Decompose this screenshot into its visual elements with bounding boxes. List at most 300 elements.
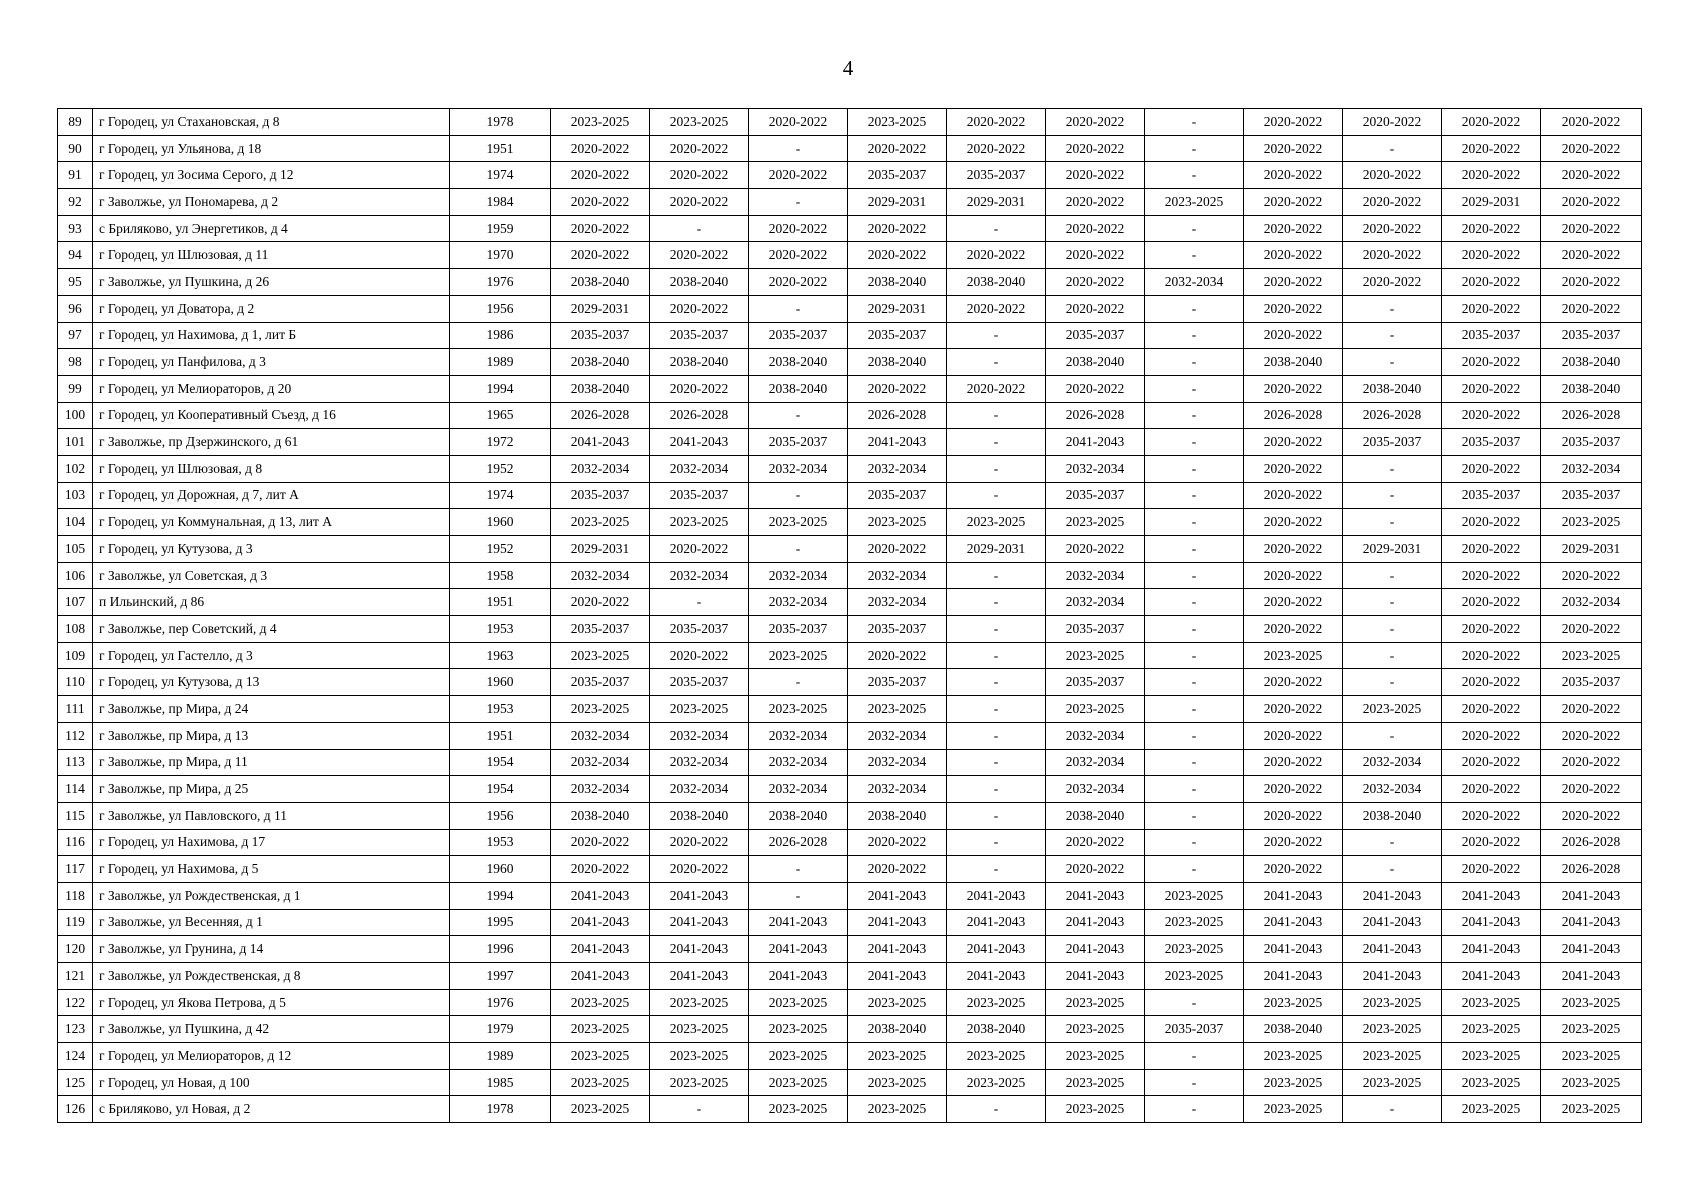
- term-cell: 2023-2025: [551, 696, 650, 723]
- term-cell: 2038-2040: [1244, 1016, 1343, 1043]
- term-cell: 2032-2034: [1046, 455, 1145, 482]
- table-row: [58, 536, 1642, 563]
- term-cell: -: [1145, 215, 1244, 242]
- term-cell: 2023-2025: [650, 1069, 749, 1096]
- term-cell: 2023-2025: [650, 1016, 749, 1043]
- term-cell: -: [947, 589, 1046, 616]
- table-row: [58, 696, 1642, 723]
- term-cell: -: [1343, 669, 1442, 696]
- row-number-cell: 98: [58, 349, 93, 376]
- term-cell: 2041-2043: [1442, 882, 1541, 909]
- term-cell: 2020-2022: [1046, 162, 1145, 189]
- term-cell: 2020-2022: [1046, 829, 1145, 856]
- term-cell: 2020-2022: [650, 135, 749, 162]
- term-cell: 2020-2022: [1541, 295, 1642, 322]
- term-cell: 2041-2043: [1541, 882, 1642, 909]
- term-cell: 2041-2043: [848, 936, 947, 963]
- term-cell: 2023-2025: [551, 1096, 650, 1123]
- term-cell: -: [749, 135, 848, 162]
- term-cell: 2029-2031: [551, 295, 650, 322]
- term-cell: 2020-2022: [1343, 189, 1442, 216]
- term-cell: -: [1343, 856, 1442, 883]
- term-cell: -: [1145, 562, 1244, 589]
- term-cell: 2041-2043: [749, 963, 848, 990]
- term-cell: 2023-2025: [749, 1043, 848, 1070]
- term-cell: 2023-2025: [551, 509, 650, 536]
- term-cell: 2023-2025: [1442, 1069, 1541, 1096]
- address-cell: г Городец, ул Кутузова, д 3: [93, 536, 450, 563]
- year-built-cell: 1960: [450, 669, 551, 696]
- term-cell: -: [947, 642, 1046, 669]
- row-number-cell: 123: [58, 1016, 93, 1043]
- term-cell: -: [1145, 829, 1244, 856]
- term-cell: 2020-2022: [650, 189, 749, 216]
- term-cell: -: [1145, 696, 1244, 723]
- term-cell: 2035-2037: [848, 162, 947, 189]
- term-cell: 2026-2028: [650, 402, 749, 429]
- term-cell: 2020-2022: [1343, 215, 1442, 242]
- year-built-cell: 1976: [450, 269, 551, 296]
- year-built-cell: 1989: [450, 349, 551, 376]
- term-cell: -: [1145, 536, 1244, 563]
- term-cell: 2020-2022: [848, 536, 947, 563]
- term-cell: 2020-2022: [1541, 776, 1642, 803]
- term-cell: 2023-2025: [749, 1016, 848, 1043]
- term-cell: 2020-2022: [1343, 109, 1442, 136]
- term-cell: 2026-2028: [1541, 856, 1642, 883]
- row-number-cell: 99: [58, 375, 93, 402]
- term-cell: 2035-2037: [848, 669, 947, 696]
- term-cell: 2023-2025: [848, 696, 947, 723]
- year-built-cell: 1978: [450, 1096, 551, 1123]
- term-cell: 2020-2022: [1244, 829, 1343, 856]
- term-cell: 2035-2037: [1046, 322, 1145, 349]
- table-row: [58, 402, 1642, 429]
- term-cell: -: [947, 802, 1046, 829]
- table-row: [58, 349, 1642, 376]
- term-cell: 2023-2025: [1244, 1096, 1343, 1123]
- term-cell: 2041-2043: [1046, 429, 1145, 456]
- term-cell: 2032-2034: [848, 455, 947, 482]
- term-cell: 2020-2022: [1541, 722, 1642, 749]
- term-cell: 2041-2043: [848, 963, 947, 990]
- term-cell: 2020-2022: [1244, 269, 1343, 296]
- term-cell: 2029-2031: [1343, 536, 1442, 563]
- table-row: [58, 269, 1642, 296]
- term-cell: -: [947, 696, 1046, 723]
- term-cell: -: [749, 536, 848, 563]
- term-cell: -: [1145, 989, 1244, 1016]
- year-built-cell: 1965: [450, 402, 551, 429]
- table-row: [58, 1043, 1642, 1070]
- year-built-cell: 1953: [450, 616, 551, 643]
- term-cell: 2023-2025: [1541, 1096, 1642, 1123]
- table-row: [58, 562, 1642, 589]
- term-cell: 2041-2043: [551, 963, 650, 990]
- term-cell: 2032-2034: [848, 562, 947, 589]
- term-cell: 2023-2025: [1244, 1069, 1343, 1096]
- term-cell: 2020-2022: [1046, 189, 1145, 216]
- term-cell: 2020-2022: [1442, 802, 1541, 829]
- table-row: [58, 936, 1642, 963]
- address-cell: с Бриляково, ул Новая, д 2: [93, 1096, 450, 1123]
- term-cell: 2020-2022: [1442, 722, 1541, 749]
- term-cell: 2041-2043: [749, 936, 848, 963]
- term-cell: 2023-2025: [650, 509, 749, 536]
- year-built-cell: 1956: [450, 295, 551, 322]
- row-number-cell: 117: [58, 856, 93, 883]
- term-cell: 2035-2037: [1343, 429, 1442, 456]
- term-cell: 2020-2022: [1046, 215, 1145, 242]
- term-cell: 2020-2022: [1244, 856, 1343, 883]
- term-cell: 2020-2022: [1244, 722, 1343, 749]
- row-number-cell: 102: [58, 455, 93, 482]
- term-cell: 2020-2022: [650, 856, 749, 883]
- term-cell: 2020-2022: [848, 242, 947, 269]
- year-built-cell: 1994: [450, 375, 551, 402]
- term-cell: 2023-2025: [1541, 642, 1642, 669]
- term-cell: 2020-2022: [749, 269, 848, 296]
- year-built-cell: 1997: [450, 963, 551, 990]
- address-cell: г Заволжье, ул Советская, д 3: [93, 562, 450, 589]
- term-cell: 2035-2037: [1442, 429, 1541, 456]
- term-cell: 2041-2043: [650, 429, 749, 456]
- term-cell: 2020-2022: [1244, 802, 1343, 829]
- year-built-cell: 1970: [450, 242, 551, 269]
- term-cell: 2020-2022: [1442, 509, 1541, 536]
- term-cell: 2020-2022: [749, 109, 848, 136]
- address-cell: г Заволжье, ул Рождественская, д 1: [93, 882, 450, 909]
- term-cell: 2023-2025: [1145, 189, 1244, 216]
- term-cell: 2041-2043: [551, 909, 650, 936]
- term-cell: 2020-2022: [1541, 189, 1642, 216]
- table-row: [58, 482, 1642, 509]
- term-cell: -: [1145, 295, 1244, 322]
- term-cell: 2032-2034: [551, 455, 650, 482]
- address-cell: г Заволжье, пр Мира, д 13: [93, 722, 450, 749]
- term-cell: 2023-2025: [947, 1043, 1046, 1070]
- term-cell: 2023-2025: [1244, 1043, 1343, 1070]
- term-cell: 2020-2022: [551, 589, 650, 616]
- term-cell: 2038-2040: [551, 269, 650, 296]
- address-cell: г Городец, ул Кооперативный Съезд, д 16: [93, 402, 450, 429]
- row-number-cell: 103: [58, 482, 93, 509]
- term-cell: 2041-2043: [947, 936, 1046, 963]
- term-cell: -: [947, 1096, 1046, 1123]
- term-cell: 2041-2043: [1046, 936, 1145, 963]
- address-cell: г Заволжье, пр Мира, д 11: [93, 749, 450, 776]
- term-cell: 2023-2025: [947, 1069, 1046, 1096]
- year-built-cell: 1995: [450, 909, 551, 936]
- term-cell: 2020-2022: [1442, 829, 1541, 856]
- table-row: [58, 295, 1642, 322]
- term-cell: 2020-2022: [1244, 616, 1343, 643]
- address-cell: г Городец, ул Шлюзовая, д 11: [93, 242, 450, 269]
- address-cell: г Заволжье, ул Рождественская, д 8: [93, 963, 450, 990]
- table-row: [58, 642, 1642, 669]
- term-cell: -: [749, 402, 848, 429]
- table-row: [58, 989, 1642, 1016]
- term-cell: 2020-2022: [1244, 295, 1343, 322]
- address-cell: г Городец, ул Дорожная, д 7, лит А: [93, 482, 450, 509]
- term-cell: 2041-2043: [1046, 909, 1145, 936]
- term-cell: 2035-2037: [1442, 482, 1541, 509]
- term-cell: -: [650, 1096, 749, 1123]
- term-cell: -: [1145, 856, 1244, 883]
- term-cell: 2029-2031: [947, 189, 1046, 216]
- term-cell: 2035-2037: [1046, 482, 1145, 509]
- table-row: [58, 135, 1642, 162]
- year-built-cell: 1979: [450, 1016, 551, 1043]
- term-cell: -: [947, 856, 1046, 883]
- term-cell: -: [1343, 482, 1442, 509]
- term-cell: 2020-2022: [947, 135, 1046, 162]
- term-cell: -: [947, 482, 1046, 509]
- row-number-cell: 100: [58, 402, 93, 429]
- term-cell: 2035-2037: [551, 616, 650, 643]
- term-cell: -: [1145, 776, 1244, 803]
- term-cell: 2020-2022: [1541, 802, 1642, 829]
- term-cell: 2038-2040: [749, 349, 848, 376]
- term-cell: -: [947, 829, 1046, 856]
- term-cell: 2023-2025: [947, 989, 1046, 1016]
- term-cell: -: [1145, 402, 1244, 429]
- term-cell: 2020-2022: [1442, 856, 1541, 883]
- term-cell: 2023-2025: [1343, 1016, 1442, 1043]
- term-cell: 2041-2043: [1343, 909, 1442, 936]
- table-row: [58, 429, 1642, 456]
- term-cell: -: [947, 455, 1046, 482]
- term-cell: 2023-2025: [1442, 1016, 1541, 1043]
- address-cell: г Городец, ул Кутузова, д 13: [93, 669, 450, 696]
- term-cell: 2020-2022: [1442, 349, 1541, 376]
- row-number-cell: 97: [58, 322, 93, 349]
- term-cell: 2023-2025: [551, 1069, 650, 1096]
- term-cell: 2020-2022: [1343, 242, 1442, 269]
- term-cell: -: [650, 215, 749, 242]
- term-cell: 2023-2025: [1145, 936, 1244, 963]
- year-built-cell: 1958: [450, 562, 551, 589]
- row-number-cell: 107: [58, 589, 93, 616]
- row-number-cell: 93: [58, 215, 93, 242]
- address-cell: г Заволжье, пр Мира, д 25: [93, 776, 450, 803]
- year-built-cell: 1960: [450, 509, 551, 536]
- term-cell: 2023-2025: [551, 1016, 650, 1043]
- row-number-cell: 111: [58, 696, 93, 723]
- term-cell: -: [1145, 482, 1244, 509]
- term-cell: 2026-2028: [1541, 402, 1642, 429]
- table-row: [58, 1016, 1642, 1043]
- term-cell: 2020-2022: [1442, 562, 1541, 589]
- term-cell: 2023-2025: [749, 1096, 848, 1123]
- term-cell: 2041-2043: [1442, 963, 1541, 990]
- term-cell: 2020-2022: [1244, 189, 1343, 216]
- term-cell: -: [1145, 802, 1244, 829]
- row-number-cell: 94: [58, 242, 93, 269]
- term-cell: 2020-2022: [1046, 269, 1145, 296]
- term-cell: 2020-2022: [1343, 162, 1442, 189]
- term-cell: 2020-2022: [1046, 856, 1145, 883]
- term-cell: -: [650, 589, 749, 616]
- address-cell: г Городец, ул Стахановская, д 8: [93, 109, 450, 136]
- table-row: [58, 802, 1642, 829]
- term-cell: 2032-2034: [848, 722, 947, 749]
- term-cell: 2020-2022: [1541, 696, 1642, 723]
- term-cell: 2041-2043: [1244, 936, 1343, 963]
- term-cell: 2023-2025: [749, 696, 848, 723]
- term-cell: 2023-2025: [650, 109, 749, 136]
- term-cell: 2038-2040: [650, 349, 749, 376]
- row-number-cell: 114: [58, 776, 93, 803]
- table-row: [58, 109, 1642, 136]
- term-cell: -: [1145, 375, 1244, 402]
- term-cell: 2041-2043: [1442, 909, 1541, 936]
- term-cell: 2023-2025: [1145, 963, 1244, 990]
- term-cell: -: [1343, 829, 1442, 856]
- row-number-cell: 95: [58, 269, 93, 296]
- table-row: [58, 909, 1642, 936]
- row-number-cell: 124: [58, 1043, 93, 1070]
- term-cell: 2032-2034: [650, 722, 749, 749]
- term-cell: 2023-2025: [1046, 989, 1145, 1016]
- table-row: [58, 882, 1642, 909]
- term-cell: -: [1145, 322, 1244, 349]
- term-cell: 2020-2022: [848, 642, 947, 669]
- term-cell: 2020-2022: [749, 242, 848, 269]
- term-cell: -: [1145, 1096, 1244, 1123]
- term-cell: 2020-2022: [1046, 295, 1145, 322]
- term-cell: -: [1343, 135, 1442, 162]
- term-cell: 2023-2025: [848, 1043, 947, 1070]
- term-cell: 2020-2022: [1442, 295, 1541, 322]
- term-cell: 2032-2034: [650, 562, 749, 589]
- term-cell: 2023-2025: [1343, 989, 1442, 1016]
- term-cell: 2020-2022: [551, 242, 650, 269]
- term-cell: 2032-2034: [1343, 776, 1442, 803]
- term-cell: 2035-2037: [650, 482, 749, 509]
- term-cell: 2020-2022: [1046, 242, 1145, 269]
- row-number-cell: 122: [58, 989, 93, 1016]
- term-cell: 2023-2025: [947, 509, 1046, 536]
- term-cell: 2038-2040: [1244, 349, 1343, 376]
- term-cell: 2038-2040: [848, 802, 947, 829]
- address-cell: г Городец, ул Нахимова, д 5: [93, 856, 450, 883]
- term-cell: 2023-2025: [848, 1096, 947, 1123]
- year-built-cell: 1952: [450, 536, 551, 563]
- term-cell: 2023-2025: [1343, 1069, 1442, 1096]
- term-cell: 2038-2040: [650, 269, 749, 296]
- term-cell: 2020-2022: [1244, 429, 1343, 456]
- term-cell: 2041-2043: [1442, 936, 1541, 963]
- term-cell: -: [749, 669, 848, 696]
- term-cell: 2020-2022: [1244, 455, 1343, 482]
- term-cell: -: [1145, 1043, 1244, 1070]
- address-cell: г Заволжье, ул Пушкина, д 26: [93, 269, 450, 296]
- term-cell: 2026-2028: [1343, 402, 1442, 429]
- term-cell: 2020-2022: [1244, 135, 1343, 162]
- term-cell: 2023-2025: [1541, 1043, 1642, 1070]
- term-cell: 2032-2034: [749, 589, 848, 616]
- row-number-cell: 113: [58, 749, 93, 776]
- term-cell: 2023-2025: [749, 642, 848, 669]
- term-cell: 2032-2034: [650, 776, 749, 803]
- term-cell: -: [947, 349, 1046, 376]
- row-number-cell: 119: [58, 909, 93, 936]
- term-cell: 2023-2025: [1046, 1069, 1145, 1096]
- term-cell: 2020-2022: [1244, 589, 1343, 616]
- term-cell: 2041-2043: [1244, 909, 1343, 936]
- year-built-cell: 1989: [450, 1043, 551, 1070]
- table-row: [58, 856, 1642, 883]
- term-cell: 2020-2022: [1541, 109, 1642, 136]
- address-cell: г Городец, ул Якова Петрова, д 5: [93, 989, 450, 1016]
- term-cell: -: [749, 189, 848, 216]
- term-cell: 2038-2040: [1343, 375, 1442, 402]
- year-built-cell: 1953: [450, 829, 551, 856]
- term-cell: 2020-2022: [1244, 162, 1343, 189]
- term-cell: 2032-2034: [551, 776, 650, 803]
- term-cell: 2020-2022: [551, 162, 650, 189]
- term-cell: 2041-2043: [1541, 909, 1642, 936]
- term-cell: 2032-2034: [650, 749, 749, 776]
- year-built-cell: 1956: [450, 802, 551, 829]
- term-cell: 2032-2034: [1046, 776, 1145, 803]
- term-cell: 2038-2040: [551, 375, 650, 402]
- term-cell: 2020-2022: [1541, 616, 1642, 643]
- term-cell: 2023-2025: [650, 1043, 749, 1070]
- year-built-cell: 1963: [450, 642, 551, 669]
- term-cell: 2020-2022: [1442, 215, 1541, 242]
- term-cell: 2020-2022: [1244, 776, 1343, 803]
- term-cell: 2020-2022: [1442, 696, 1541, 723]
- term-cell: -: [947, 215, 1046, 242]
- term-cell: 2032-2034: [1541, 455, 1642, 482]
- term-cell: 2026-2028: [749, 829, 848, 856]
- term-cell: 2020-2022: [1244, 749, 1343, 776]
- term-cell: 2020-2022: [650, 242, 749, 269]
- term-cell: 2029-2031: [551, 536, 650, 563]
- term-cell: 2032-2034: [551, 562, 650, 589]
- term-cell: -: [1343, 349, 1442, 376]
- term-cell: 2023-2025: [551, 1043, 650, 1070]
- term-cell: 2020-2022: [1442, 135, 1541, 162]
- row-number-cell: 101: [58, 429, 93, 456]
- row-number-cell: 91: [58, 162, 93, 189]
- term-cell: 2038-2040: [848, 1016, 947, 1043]
- table-row: [58, 963, 1642, 990]
- term-cell: 2029-2031: [848, 189, 947, 216]
- term-cell: 2035-2037: [650, 616, 749, 643]
- term-cell: 2032-2034: [749, 455, 848, 482]
- term-cell: 2023-2025: [1442, 1043, 1541, 1070]
- term-cell: 2020-2022: [551, 215, 650, 242]
- term-cell: -: [1145, 162, 1244, 189]
- term-cell: -: [1145, 722, 1244, 749]
- term-cell: 2020-2022: [1541, 162, 1642, 189]
- term-cell: 2041-2043: [551, 429, 650, 456]
- term-cell: -: [947, 322, 1046, 349]
- term-cell: 2035-2037: [1541, 429, 1642, 456]
- term-cell: 2038-2040: [551, 802, 650, 829]
- table-row: [58, 189, 1642, 216]
- term-cell: 2041-2043: [848, 429, 947, 456]
- term-cell: 2032-2034: [848, 749, 947, 776]
- address-cell: г Заволжье, пр Мира, д 24: [93, 696, 450, 723]
- term-cell: -: [947, 749, 1046, 776]
- term-cell: -: [1343, 616, 1442, 643]
- address-cell: г Заволжье, ул Грунина, д 14: [93, 936, 450, 963]
- term-cell: -: [749, 882, 848, 909]
